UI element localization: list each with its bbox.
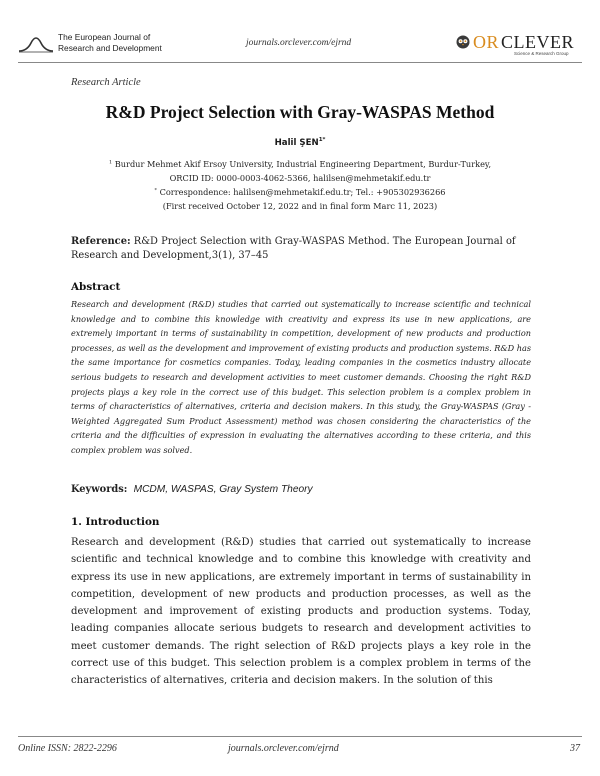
journal-name (58, 32, 162, 54)
footer-divider (18, 736, 582, 737)
correspondence-text: Correspondence: halilsen@mehmetakif.edu.tr; Tel.: +905302936266 (159, 187, 446, 197)
affiliation (0, 159, 600, 169)
header-divider (18, 62, 582, 63)
orcid-line: ORCID ID: 0000-0003-4062-5366, halilsen@mehmetakif.edu.tr (169, 173, 431, 183)
abstract-text: Research and development (R&D) studies that carried out systematically to increase scientific and technical knowledge and to combine this knowledge with creativity and express its use in new applications, are extremely important in terms of sustainability in competition, development of new products and production processes, as well as the development and improvement of existing products and production systems. R&D has the same importance for cosmetics companies. Today, leading companies in the cosmetics industry allocate serious budgets to research and development activities to meet customer demands. Choosing the right R&D projects plays a key role in the correct use of this budget. This selection problem is a complex problem in terms of characteristics of alternatives, criteria and decision makers. In this study, the Gray-WASPAS (Gray - Weighted Aggregated Sum Product Assessment) method was chosen considering the characteristics of the criteria and the difficulties of expression in evaluating the alternatives according to these criteria, and this complex problem was solved. (71, 299, 531, 455)
author-name (0, 137, 600, 148)
publisher-name-clever: CLEVER (501, 32, 574, 52)
author-superscript: 1* (318, 137, 326, 143)
journal-logo-icon (18, 30, 54, 54)
footer-journal-url[interactable]: journals.orclever.com/ejrnd (228, 743, 339, 754)
page-number: 37 (570, 743, 580, 754)
paper-title: R&D Project Selection with Gray-WASPAS Method (105, 102, 495, 122)
owl-icon (456, 35, 470, 49)
affiliation-text: Burdur Mehmet Akif Ersoy University, Industrial Engineering Department, Burdur-Turkey, (114, 159, 492, 169)
correspondence-superscript: * (154, 187, 157, 194)
received-dates: (First received October 12, 2022 and in final form Marc 11, 2023) (162, 201, 438, 211)
footer-issn: Online ISSN: 2822-2296 (18, 743, 117, 754)
header-journal-url[interactable]: journals.orclever.com/ejrnd (246, 38, 352, 48)
article-type: Research Article (71, 77, 141, 88)
reference-text-line1: R&D Project Selection with Gray-WASPAS Method. The European Journal of (133, 236, 516, 247)
reference-text-line2: Research and Development,3(1), 37–45 (71, 250, 269, 261)
correspondence (0, 187, 600, 197)
publisher-logo (456, 32, 578, 58)
reference-block (71, 233, 529, 251)
abstract-heading: Abstract (71, 281, 121, 293)
page-header (18, 30, 582, 58)
publisher-name-or: OR (473, 32, 500, 52)
author-name-text: Halil ŞEN (274, 137, 319, 148)
keywords-text: MCDM, WASPAS, Gray System Theory (133, 484, 313, 495)
publisher-subtitle: Science & Research Group (514, 51, 569, 56)
journal-name-line2: Research and Development (58, 43, 162, 53)
journal-name-line1: The European Journal of (58, 32, 151, 42)
keywords-label: Keywords: (71, 484, 128, 495)
introduction-heading: 1. Introduction (71, 516, 160, 528)
keywords (71, 484, 313, 495)
reference-label: Reference: (71, 236, 131, 247)
introduction-text: Research and development (R&D) studies that carried out systematically to increase scientific and technical knowledge and to combine this knowledge with creativity and express its use in new applications, are extremely important in terms of sustainability in competition, development of new products and production processes, as well as the development and improvement of existing products and production systems. Today, leading companies allocate serious budgets to research and development activities to meet customer demands. The right selection of R&D projects plays a key role in the correct use of this budget. This selection problem is a complex problem in terms of the characteristics of alternatives, criteria and decision makers. In the solution of this (71, 537, 531, 687)
affiliation-superscript: 1 (108, 159, 113, 166)
